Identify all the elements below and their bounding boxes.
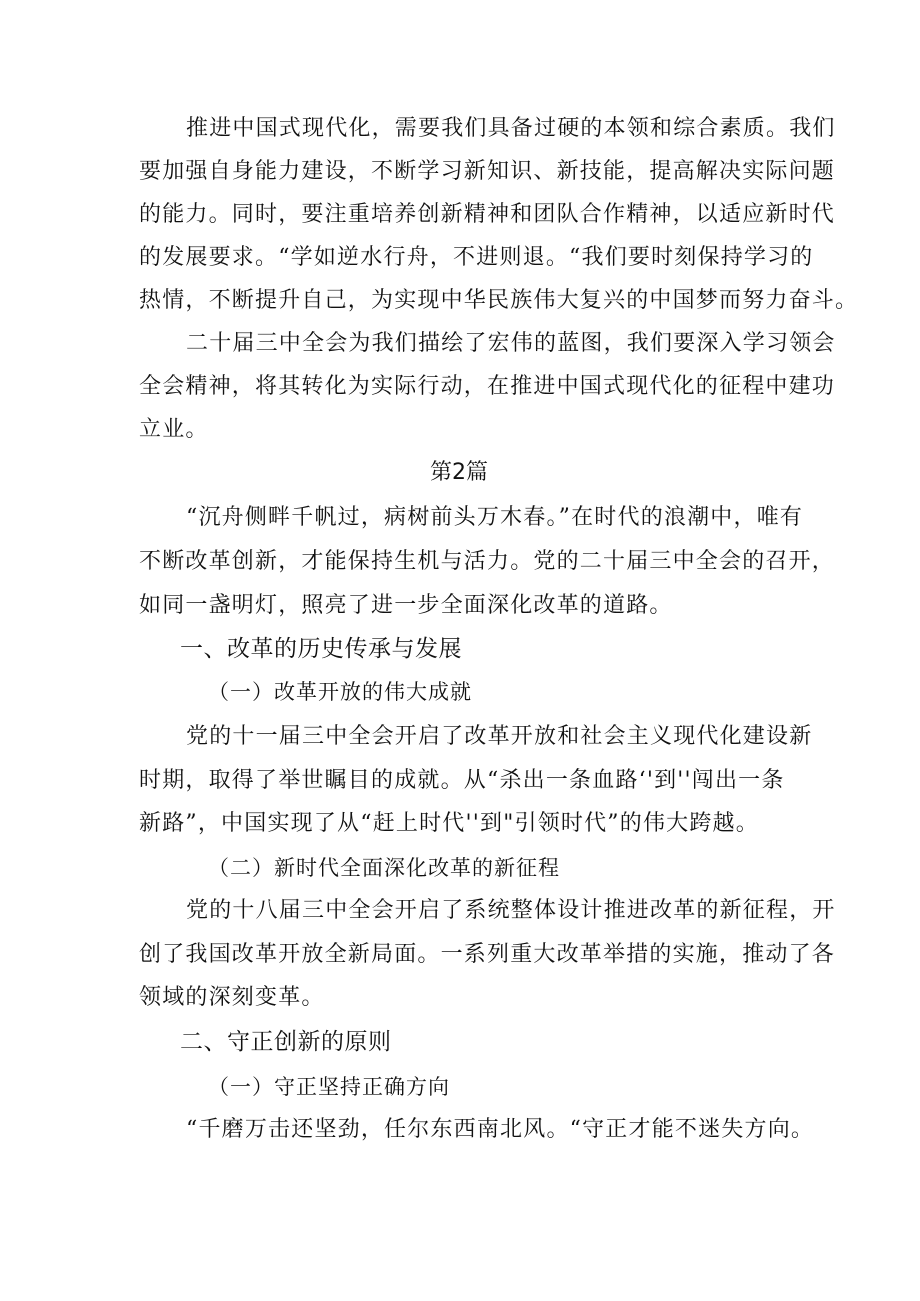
paragraph-2-line-1: 二十届三中全会为我们描绘了宏伟的蓝图，我们要深入学习领会: [186, 331, 836, 356]
paragraph-2-line-3: 立业。: [139, 417, 209, 442]
paragraph-4-line-3: 新路”，中国实现了从“赶上时代''到"引领时代”的伟大跨越。: [139, 811, 759, 836]
paragraph-3-line-3: 如同一盏明灯，照亮了进一步全面深化改革的道路。: [139, 593, 673, 618]
paragraph-3-line-2: 不断改革创新，才能保持生机与活力。党的二十届三中全会的召开，: [139, 549, 836, 574]
subheading-2-1: （一）守正坚持正确方向: [208, 1075, 450, 1099]
paragraph-4-line-1: 党的十一届三中全会开启了改革开放和社会主义现代化建设新: [186, 724, 813, 749]
paragraph-5-line-3: 领域的深刻变革。: [139, 985, 325, 1010]
heading-1: 一、改革的历史传承与发展: [180, 636, 462, 662]
paragraph-5-line-2: 创了我国改革开放全新局面。一系列重大改革举措的实施，推动了各: [139, 942, 836, 967]
subheading-1-2: （二）新时代全面深化改革的新征程: [208, 856, 560, 880]
paragraph-5-line-1: 党的十八届三中全会开启了系统整体设计推进改革的新征程，开: [186, 898, 836, 923]
subheading-1-1: （一）改革开放的伟大成就: [208, 680, 472, 704]
paragraph-1-line-4: 的发展要求。“学如逆水行舟，不进则退。“我们要时刻保持学习的: [139, 245, 814, 270]
paragraph-1-line-2: 要加强自身能力建设，不断学习新知识、新技能，提高解决实际问题: [139, 159, 836, 184]
heading-2: 二、守正创新的原则: [180, 1029, 392, 1055]
section-title: 第2篇: [430, 460, 488, 485]
paragraph-3-line-1: “沉舟侧畔千帆过，病树前头万木春。”在时代的浪潮中，唯有: [186, 505, 804, 530]
paragraph-4-line-2: 时期，取得了举世瞩目的成就。从“杀出一条血路‘'到''闯出一条: [139, 768, 785, 793]
paragraph-2-line-2: 全会精神，将其转化为实际行动，在推进中国式现代化的征程中建功: [139, 374, 836, 399]
paragraph-6-line-1: “千磨万击还坚劲，任尔东西南北风。“守正才能不迷失方向。: [186, 1117, 815, 1142]
paragraph-1-line-1: 推进中国式现代化，需要我们具备过硬的本领和综合素质。我们: [186, 116, 836, 141]
paragraph-1-line-5: 热情，不断提升自己，为实现中华民族伟大复兴的中国梦而努力奋斗。: [139, 288, 859, 313]
paragraph-1-line-3: 的能力。同时，要注重培养创新精神和团队合作精神，以适应新时代: [139, 202, 836, 227]
